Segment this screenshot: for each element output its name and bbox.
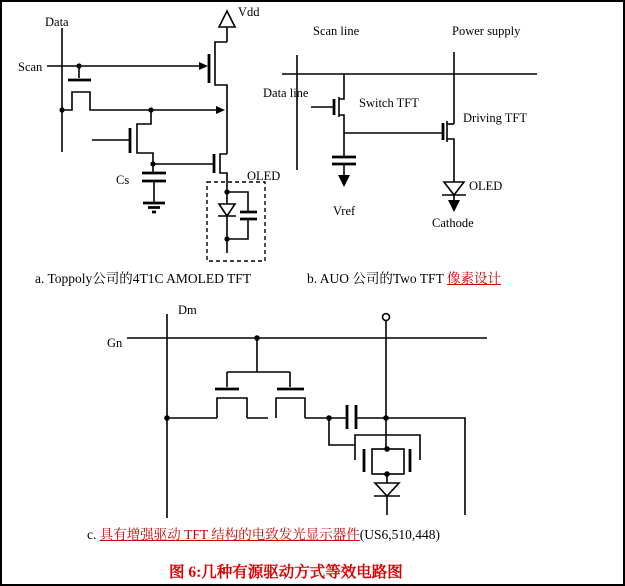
b-label-scan-line: Scan line [313, 24, 360, 38]
a-label-data: Data [45, 15, 69, 29]
circuit-diagrams [2, 2, 623, 584]
c-inner-channel-square [372, 449, 404, 474]
b-label-data-line: Data line [263, 86, 309, 100]
caption-c-suffix: (US6,510,448) [359, 527, 441, 542]
a-label-vdd: Vdd [238, 5, 260, 19]
b-driving-tft-source [447, 139, 454, 182]
a-tft2-channel [215, 42, 227, 154]
b-label-oled: OLED [469, 179, 503, 193]
b-label-switch-tft: Switch TFT [359, 96, 419, 110]
caption-b [307, 267, 501, 287]
a-oled-diode-triangle-icon [219, 204, 235, 216]
c-bottom-rail [167, 418, 465, 515]
caption-b-link[interactable]: 像素设计 [446, 271, 501, 286]
a-node-arrowhead-icon [216, 106, 225, 114]
c-left-source-wire [329, 418, 355, 445]
b-label-driving-tft: Driving TFT [463, 111, 528, 125]
c-label-dm: Dm [178, 303, 197, 317]
caption-a [35, 267, 251, 287]
a-vdd-triangle-icon [219, 11, 235, 27]
caption-c-prefix: c. [87, 527, 100, 542]
b-oled-triangle-icon [444, 182, 464, 195]
c-label-gn: Gn [107, 336, 123, 350]
b-label-power-supply: Power supply [452, 24, 521, 38]
c-diode-triangle-icon [375, 483, 399, 496]
b-cathode-arrow-icon [448, 200, 460, 212]
caption-b-text: b. AUO 公司的Two TFT [307, 271, 447, 286]
b-label-cathode: Cathode [432, 216, 474, 230]
a-label-scan: Scan [18, 60, 43, 74]
caption-c-link[interactable]: 具有增强驱动 TFT 结构的电致发光显示器件 [99, 527, 360, 542]
b-label-vref: Vref [333, 204, 356, 218]
a-junction-dot [59, 107, 64, 112]
b-switch-tft-source [339, 115, 344, 157]
a-ground-icon [143, 203, 165, 212]
circuit-a-toppoly-4t1c [18, 5, 280, 261]
a-tft3-channel [137, 110, 153, 164]
b-vref-arrow-icon [338, 175, 350, 187]
c-terminal-circle-icon [383, 314, 390, 321]
c-tft-staple [276, 398, 305, 418]
a-label-cs: Cs [116, 173, 130, 187]
a-tft1-channel [62, 92, 217, 110]
figure-title: 图 6:几种有源驱动方式等效电路图 [169, 564, 403, 581]
circuit-b-auo-two-tft [263, 24, 537, 230]
c-tft-staple [217, 398, 247, 418]
caption-c [87, 523, 440, 543]
caption-a-text: a. Toppoly公司的4T1C AMOLED TFT [35, 271, 252, 286]
circuit-c-patent-structure [107, 303, 487, 518]
c-junction-dot [384, 446, 390, 452]
a-label-oled: OLED [247, 169, 281, 183]
a-tft4-channel [220, 154, 227, 192]
c-gate-rail [227, 372, 290, 387]
a-oled-dashed-box [207, 182, 265, 261]
b-switch-tft-drain [339, 74, 344, 99]
a-scan-arrowhead-icon [199, 62, 208, 70]
